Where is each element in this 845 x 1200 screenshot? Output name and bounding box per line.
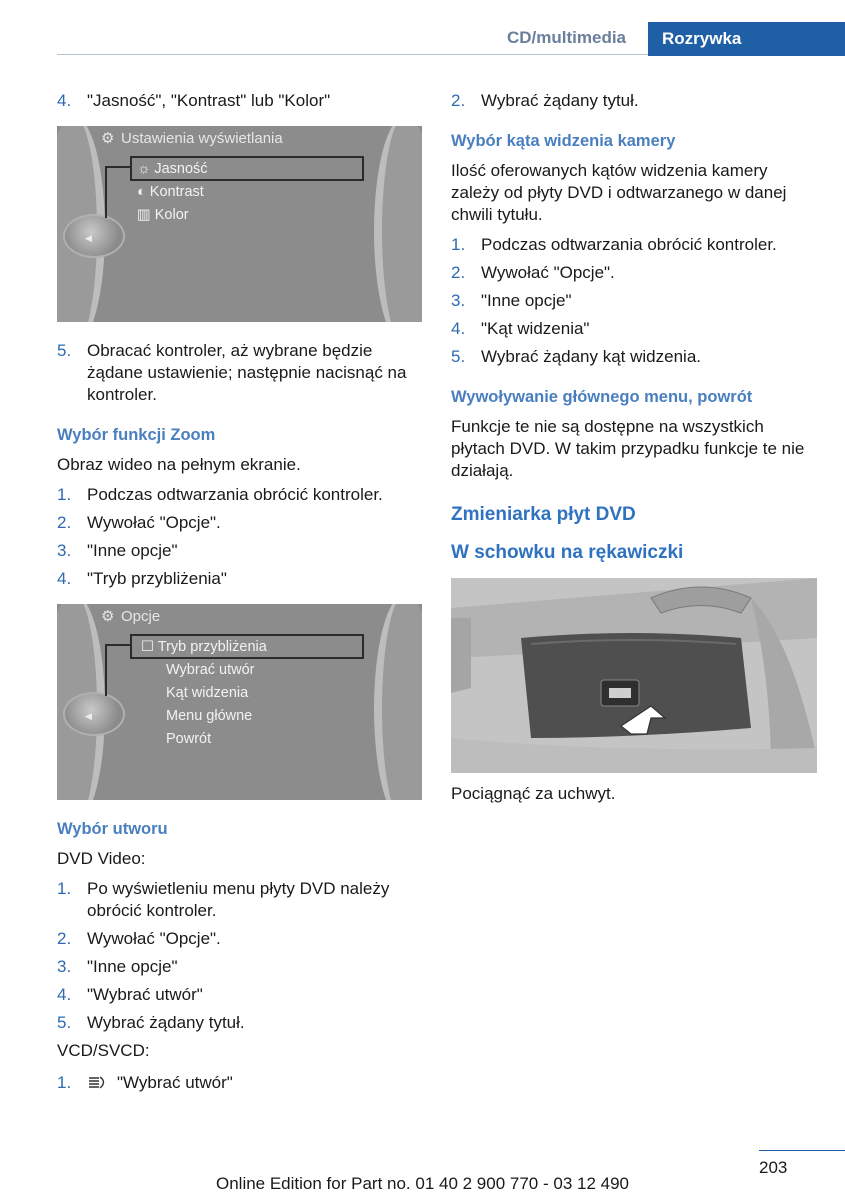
step-text: Wywołać "Opcje". — [87, 929, 221, 948]
step-text: Wybrać żądany kąt widzenia. — [481, 347, 702, 366]
step-text: Wybrać żądany tytuł. — [87, 1013, 245, 1032]
screen-title — [101, 606, 160, 628]
list-item — [451, 234, 817, 256]
controller-knob — [63, 214, 125, 258]
menu-item-main-menu: Menu główne — [166, 708, 253, 724]
step-text: Obracać kontroler, aż wybrane będzie żądane ustawienie; następnie nacisnąć na kontroler. — [87, 341, 407, 404]
list-item — [57, 928, 422, 950]
list-item — [57, 540, 422, 562]
section-heading: Wybór utworu — [57, 820, 168, 838]
knob-arrow-icon: ◀ — [85, 711, 92, 721]
list-item — [451, 290, 817, 312]
step-number: 1. — [57, 1073, 72, 1092]
step-text: "Inne opcje" — [87, 541, 178, 560]
screen-title-text: Opcje — [121, 608, 161, 625]
paragraph: Funkcje te nie są dostępne na wszystkich płytach DVD. W takim przypadku funkcje te nie działają. — [451, 417, 805, 480]
list-item — [451, 90, 817, 112]
list-item — [57, 90, 422, 112]
menu-item-angle: Kąt widzenia — [166, 685, 249, 701]
bezel-right — [374, 126, 422, 322]
paragraph: Ilość oferowanych kątów widzenia kamery zależy od płyty DVD i odtwarzanego w danej chwili tytułu. — [451, 161, 787, 224]
list-item — [57, 984, 422, 1006]
connector-line — [105, 644, 107, 696]
list-item — [57, 340, 422, 406]
step-number: 3. — [57, 541, 72, 560]
step-number: 5. — [57, 341, 72, 360]
chapter-subheading: W schowku na rękawiczki — [451, 542, 684, 563]
step-text: "Kąt widzenia" — [481, 319, 590, 338]
step-text: "Wybrać utwór" — [117, 1073, 233, 1092]
menu-item-back: Powrót — [166, 731, 212, 747]
list-item — [57, 1012, 422, 1034]
display-settings-screenshot — [57, 126, 422, 322]
step-number: 2. — [451, 263, 466, 282]
list-item — [57, 878, 422, 922]
step-number: 2. — [57, 929, 72, 948]
step-text: "Jasność", "Kontrast" lub "Kolor" — [87, 91, 331, 110]
step-number: 2. — [451, 91, 466, 110]
menu-item-label: Kontrast — [149, 184, 204, 200]
sun-icon: ☼ — [137, 161, 155, 177]
step-number: 5. — [57, 1013, 72, 1032]
left-column — [57, 90, 422, 1100]
page-number: 203 — [759, 1158, 788, 1177]
menu-item-brightness — [137, 158, 208, 180]
step-number: 4. — [451, 319, 466, 338]
step-text: Podczas odtwarzania obrócić kontroler. — [87, 485, 383, 504]
edition-footer: Online Edition for Part no. 01 40 2 900 770 - 03 12 490 — [215, 1174, 629, 1193]
connector-line — [105, 644, 132, 646]
step-text: Wywołać "Opcje". — [481, 263, 615, 282]
screen-title-text: Ustawienia wyświetlania — [121, 130, 283, 147]
right-column — [451, 90, 817, 813]
paragraph: DVD Video: — [57, 849, 146, 868]
bezel-right — [374, 604, 422, 800]
list-item — [57, 568, 422, 590]
section-heading: Wybór kąta widzenia kamery — [451, 132, 676, 150]
connector-line — [105, 166, 132, 168]
step-number: 3. — [451, 291, 466, 310]
menu-item-contrast — [137, 181, 204, 203]
list-item — [57, 484, 422, 506]
paragraph: VCD/SVCD: — [57, 1041, 150, 1060]
menu-item-label: Jasność — [154, 161, 208, 177]
step-text: Po wyświetleniu menu płyty DVD należy obrócić kontroler. — [87, 879, 390, 920]
menu-item-zoom — [141, 636, 267, 658]
menu-item-select-track: Wybrać utwór — [166, 662, 255, 678]
header-section: CD/multimedia — [507, 28, 627, 47]
step-number: 4. — [57, 91, 72, 110]
chapter-heading: Zmieniarka płyt DVD — [451, 504, 636, 525]
step-text: "Inne opcje" — [87, 957, 178, 976]
photo-caption: Pociągnąć za uchwyt. — [451, 784, 616, 803]
options-screenshot — [57, 604, 422, 800]
step-text: "Inne opcje" — [481, 291, 572, 310]
settings-icon: ⚙ — [101, 130, 115, 147]
header-tab — [648, 22, 845, 56]
checkbox-icon: ☐ — [141, 639, 158, 655]
menu-item-color — [137, 204, 189, 226]
controller-knob — [63, 692, 125, 736]
menu-item-label: Kolor — [154, 207, 189, 223]
step-number: 1. — [451, 235, 466, 254]
color-icon: ▥ — [137, 207, 155, 223]
list-item — [451, 318, 817, 340]
glovebox-photo — [451, 578, 817, 773]
section-heading: Wywoływanie głównego menu, powrót — [451, 388, 753, 406]
step-number: 1. — [57, 485, 72, 504]
list-item — [57, 956, 422, 978]
step-text: "Tryb przybliżenia" — [87, 569, 227, 588]
list-item — [451, 346, 817, 368]
step-number: 5. — [451, 347, 466, 366]
step-text: Wywołać "Opcje". — [87, 513, 221, 532]
knob-arrow-icon: ◀ — [85, 233, 92, 243]
controller-press-icon — [87, 1074, 109, 1090]
step-text: "Wybrać utwór" — [87, 985, 203, 1004]
paragraph: Obraz wideo na pełnym ekranie. — [57, 455, 301, 474]
list-item — [57, 1072, 422, 1094]
header-tab-label: Rozrywka — [662, 29, 742, 48]
contrast-icon: ◐ — [137, 184, 150, 200]
step-number: 4. — [57, 985, 72, 1004]
step-text: Podczas odtwarzania obrócić kontroler. — [481, 235, 777, 254]
list-item — [57, 512, 422, 534]
step-number: 1. — [57, 879, 72, 898]
settings-icon: ⚙ — [101, 608, 115, 625]
glovebox-illustration — [451, 578, 817, 773]
screen-title — [101, 128, 283, 150]
step-number: 4. — [57, 569, 72, 588]
menu-item-label: Tryb przybliżenia — [157, 639, 267, 655]
section-heading: Wybór funkcji Zoom — [57, 426, 216, 444]
step-text: Wybrać żądany tytuł. — [481, 91, 639, 110]
step-number: 2. — [57, 513, 72, 532]
connector-line — [105, 166, 107, 218]
footer-rule — [759, 1150, 845, 1151]
list-item — [451, 262, 817, 284]
step-number: 3. — [57, 957, 72, 976]
